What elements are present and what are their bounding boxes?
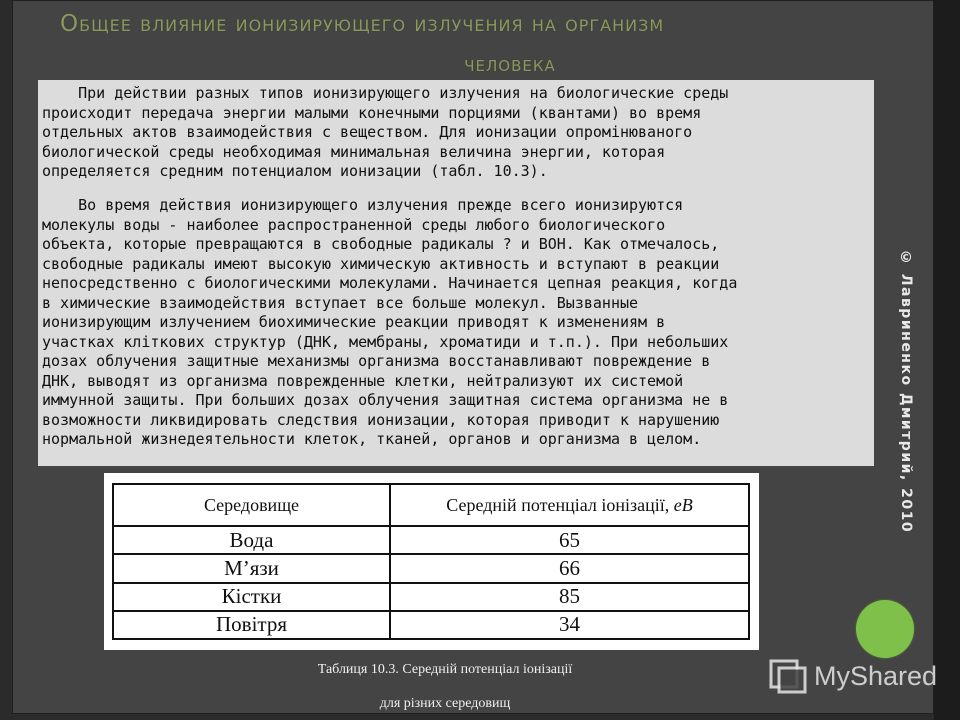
myshared-logo-icon — [768, 656, 808, 696]
myshared-watermark[interactable] — [768, 656, 937, 696]
ionization-table — [112, 483, 750, 640]
table-caption-line2: для різних середовищ — [379, 696, 511, 711]
table-cell-value: 66 — [390, 554, 749, 582]
table-image — [104, 473, 759, 650]
slide-title-line1: Общее влияние ионизирующего излучения на организм — [60, 11, 665, 37]
table-header-potential — [390, 484, 749, 526]
table-cell-value: 34 — [390, 611, 749, 639]
table-header-row — [113, 484, 749, 526]
table-cell-medium: М’язи — [113, 554, 390, 582]
author-credit: © Лавриненко Дмитрий, 2010 — [898, 250, 914, 534]
myshared-text: MyShared — [814, 660, 938, 691]
paragraph-2: Во время действия ионизирующего излучения прежде всего ионизируются молекулы воды - наиболее распространенной среды любого биологического объекта, которые превращаются в свободные радикалы ? и ВОН. Как отмечалось, свободные радикалы имеют высокую химическую активность и вступают в реакции непосредственно с биологическими молекулами. Начинается цепная реакция, когда в химические взаимодействия вступает все больше молекул. Вызванные ионизирующим излучением биохимические реакции приводят к изменениям в участках кліткових структур (ДНК, мембраны, хроматиди и т.п.). При небольших дозах облучения защитные механизмы организма восстанавливают повреждение в ДНК, выводят из организма поврежденные клетки, нейтрализуют их системой иммунной защиты. При больших дозах облучения защитная система организма не в возможности ликвидировать следствия ионизации, которая приводит к нарушению нормальной жизнедеятельности клеток, тканей, органов и организма в целом. — [42, 196, 738, 448]
table-header-unit: eB — [673, 494, 693, 515]
table-cell-medium: Вода — [113, 526, 390, 554]
table-caption-line1: Таблиця 10.3. Середній потенціал іонізації — [317, 662, 573, 677]
slide-title — [60, 4, 880, 84]
table-cell-value: 85 — [390, 583, 749, 611]
table-cell-medium: Кістки — [113, 583, 390, 611]
table-row — [113, 583, 749, 611]
table-row — [113, 554, 749, 582]
decorative-circle — [856, 600, 914, 658]
table-row — [113, 611, 749, 639]
table-cell-value: 65 — [390, 526, 749, 554]
table-header-medium: Середовище — [113, 484, 390, 526]
table-row — [113, 526, 749, 554]
text-panel — [38, 80, 874, 466]
table-header-potential-label: Середній потенціал іонізації, — [446, 494, 674, 515]
table-cell-medium: Повітря — [113, 611, 390, 639]
slide-title-line2: человека — [464, 52, 556, 76]
paragraph-1: При действии разных типов ионизирующего излучения на биологические среды происходит передача энергии малыми конечными порциями (квантами) во время отдельных актов взаимодействия с веществом. Для ионизации опромінюваного биологической среды необходимая минимальная величина энергии, которая определяется средним потенциалом ионизации (табл. 10.3). — [42, 84, 729, 180]
slide-edge — [934, 0, 960, 720]
